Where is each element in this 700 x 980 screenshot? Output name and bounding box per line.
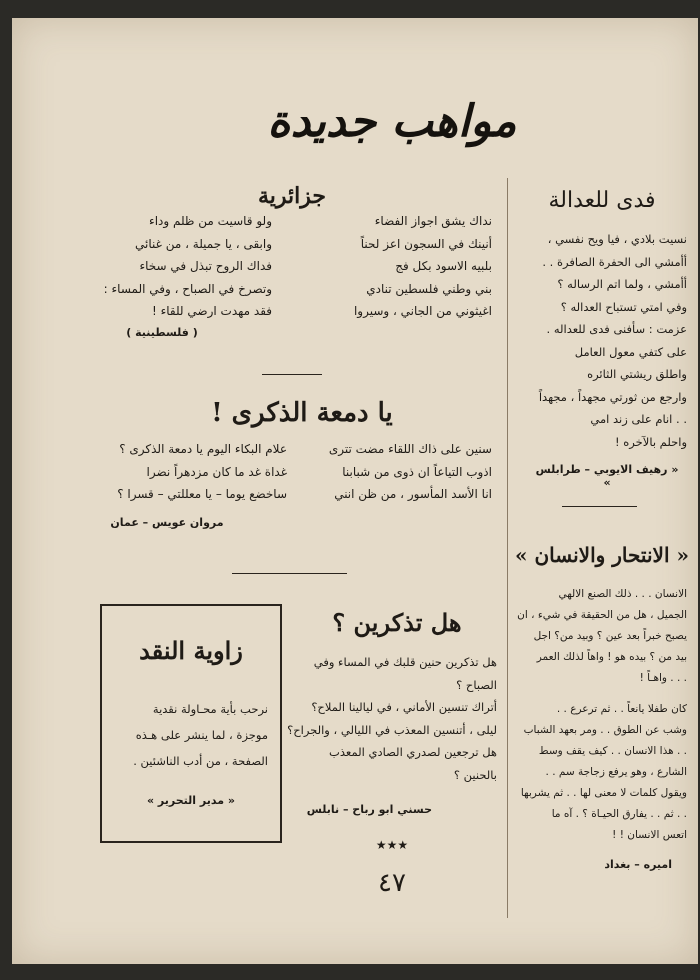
article-line: اتعس الانسان ! ! (612, 829, 687, 841)
poem-title-fida: فدى للعدالة (548, 188, 656, 213)
poem-line: اغيثوني من الجاني ، وسيروا (353, 304, 492, 318)
poem-line: بالحنين ؟ (453, 767, 497, 782)
poem-line: أأمشي الى الحفرة الصافرة . . (542, 254, 687, 269)
separator-jazairiya (262, 374, 322, 375)
poem-line: اذوب التياعاً ان ذوى من شبابنا (342, 464, 492, 479)
poem-hal (287, 651, 497, 786)
article-line: وشب عن الطوق . . ومر بعهد الشباب (523, 724, 687, 736)
poem-line: علام البكاء اليوم يا دمعة الذكرى ؟ (119, 442, 287, 456)
poem-line: فداك الروح تبذل في سخاء (139, 259, 272, 273)
box-line: نرحب بأية محـاولة نقدية (152, 702, 268, 716)
box-line: الصفحة ، من أدب الناشئين . (133, 754, 268, 768)
poem-line: سنين على ذاك اللقاء مضت تترى (328, 442, 492, 456)
article-line: بيد من ؟ بيده هو ! واهاً لذلك العمر (536, 651, 687, 663)
poem-line: بني وطني فلسطين تنادي (366, 281, 492, 296)
poem-line: غداة غد ما كان مزدهراً نضرا (146, 464, 287, 479)
poem-line: ولو قاسيت من ظلم وداء (149, 214, 272, 228)
box-text (116, 696, 268, 774)
poem-line: أتراك تنسين الأماني ، في ليالينا الملاح؟ (311, 700, 497, 714)
poem-jazairiya-right (282, 210, 492, 323)
poem-line: هل تذكرين حنين قلبك في المساء وفي (313, 655, 497, 669)
article-line: الشارع ، وهو يرفع زجاجة سم . . (545, 766, 687, 778)
box-title: زاوية النقد (139, 636, 243, 665)
poem-line: انا الأسد المأسور ، من ظن انني (334, 487, 492, 501)
signature-jazairiya: ( فلسطينية ) (126, 326, 198, 339)
critique-corner-box (100, 604, 282, 843)
poem-line: ساخضع يوما – يا معللتي – قسرا ؟ (117, 487, 287, 501)
poem-line: نسيت بلادي ، فيا ويح نفسي ، (547, 232, 687, 246)
article-title-intihar: « الانتحار والانسان » (515, 543, 689, 567)
article-line: الجميل ، هل من الحقيقة في شيء ، ان (517, 609, 687, 621)
poem-title-jazairiya: جزائرية (257, 183, 327, 209)
poem-line: وتصرخ في الصباح ، وفي المساء : (103, 281, 272, 296)
signature-hal: حسني ابو رباح – نابلس (306, 803, 432, 816)
poem-line: عزمت : سأفنى فدى للعداله . (546, 322, 687, 336)
poem-line: بلبيه الاسود بكل فج (395, 259, 492, 273)
article-line: يصبح خبراً بعد عين ؟ وبيد من؟ اجل (533, 630, 687, 642)
poem-dama-left (92, 438, 287, 506)
article-line: . . . واهـاً ! (639, 672, 687, 684)
article-intihar (517, 584, 687, 846)
box-line: موجزة ، لما ينشر على هـذه (135, 728, 268, 742)
poem-line: ليلى ، أتنسين المعذب في الليالي ، والجراح؟ (287, 722, 497, 737)
poem-title-dama: يا دمعة الذكرى ! (211, 398, 393, 428)
poem-line: الصباح ؟ (456, 677, 497, 692)
article-line: كان طفلا يانعاً . . ثم ترعرع . . (556, 703, 687, 715)
poem-fida (517, 228, 687, 453)
poem-line: واطلق ريشتي الثائره (587, 367, 687, 381)
signature-intihar: اميره – بغداد (604, 858, 672, 871)
poem-line: فقد مهدت ارضي للقاء ! (151, 304, 272, 318)
article-line: . . هذا الانسان . . كيف يقف وسط (538, 745, 687, 757)
magazine-page (12, 18, 698, 964)
poem-line: على كتفي معول العامل (574, 344, 687, 359)
box-signature: « مدير التحرير » (147, 794, 235, 807)
separator-right (562, 506, 637, 507)
separator-dama (232, 573, 347, 574)
poem-dama-right (292, 438, 492, 506)
poem-line: هل ترجعين لصدري الصادي المعذب (329, 745, 497, 759)
poem-line: نداك يشق اجواز الفضاء (374, 214, 492, 228)
poem-line: وابقى ، يا جميلة ، من غنائي (134, 236, 272, 251)
column-divider (507, 178, 508, 918)
poem-line: أأمشي ، ولما اتم الرساله ؟ (557, 277, 687, 291)
poem-line: وفي امتي تستباح العداله ؟ (560, 299, 687, 314)
poem-line: واحلم بالآخره ! (615, 434, 687, 449)
article-line: ويقول كلمات لا معنى لها . . ثم يشربها (520, 787, 687, 799)
poem-jazairiya-left (97, 210, 272, 323)
poem-line: وارجع من ثورتي مجهداً ، مجهداً (538, 389, 687, 404)
poem-line: . . انام على زند امي (590, 412, 687, 426)
signature-fida: « رهيف الايوبي – طرابلس » (535, 463, 679, 489)
poem-line: أنينك في السجون اعز لحناً (360, 236, 492, 251)
signature-dama: مروان عويس – عمان (110, 516, 224, 529)
stars-ornament: ★★★ (375, 838, 409, 852)
masthead-title: مواهب جديدة (267, 96, 517, 147)
poem-title-hal: هل تذكرين ؟ (332, 608, 462, 637)
page-number: ٤٧ (378, 868, 406, 898)
article-line: . . ثم . . يفارق الحيـاة ؟ . آه ما (551, 808, 687, 820)
article-line: الانسان . . . ذلك الصنع الالهي (558, 588, 687, 600)
